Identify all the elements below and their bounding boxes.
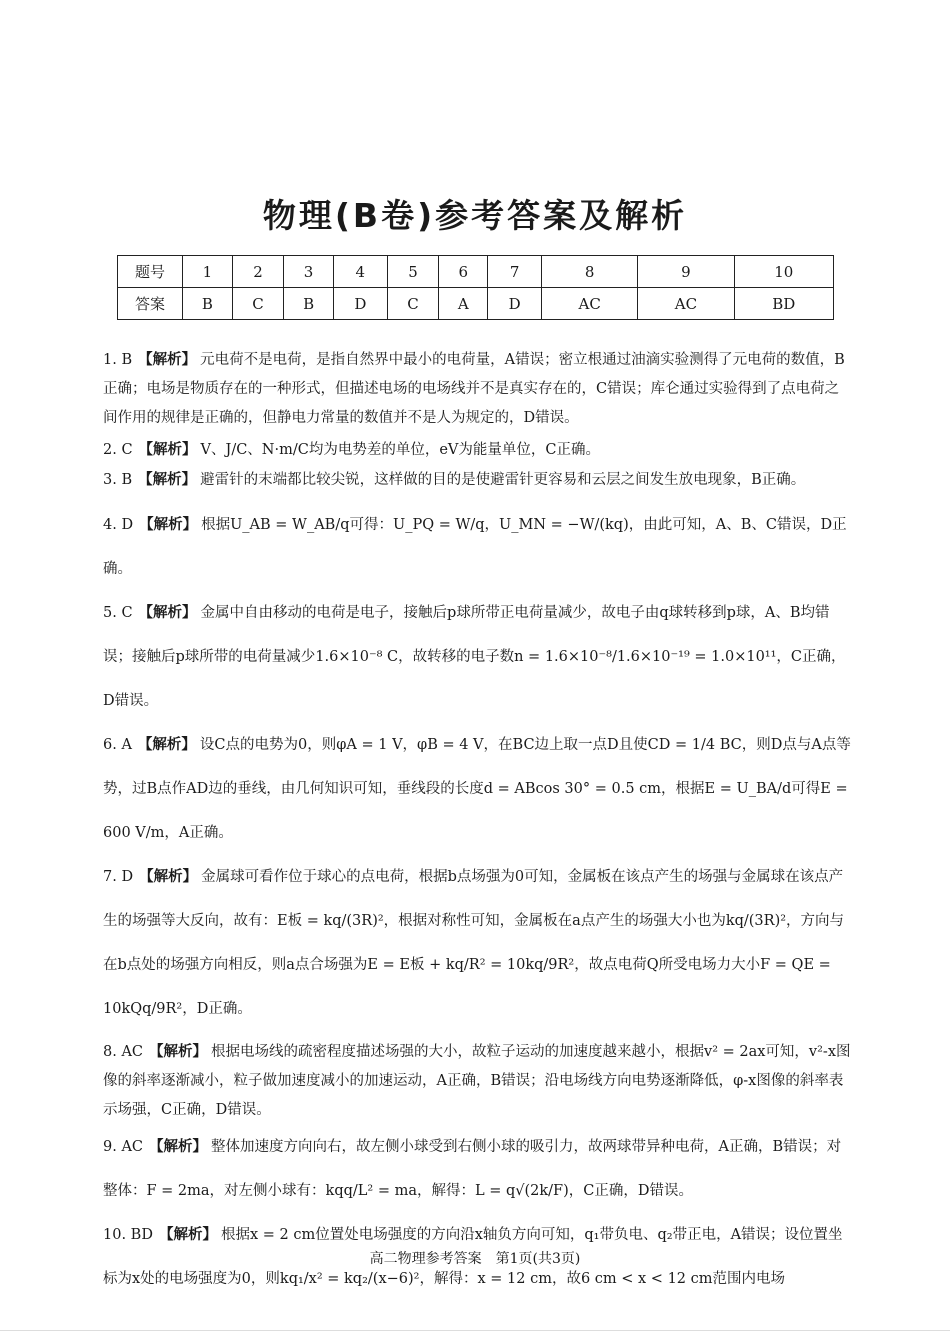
item-tag: 【解析】 <box>149 1043 208 1060</box>
item-tag: 【解析】 <box>139 868 198 885</box>
answer-cell: AC <box>638 288 734 320</box>
question-number: 1 <box>183 256 233 288</box>
page-footer: 高二物理参考答案 第1页(共3页) <box>369 1251 581 1267</box>
item-number: 6. A <box>103 737 132 753</box>
answer-cell: BD <box>734 288 833 320</box>
explanation-item <box>103 503 851 591</box>
item-tag: 【解析】 <box>158 1226 217 1243</box>
answer-cell: B <box>183 288 233 320</box>
scan-edge-divider <box>0 1330 950 1331</box>
item-text: 根据x = 2 cm位置处电场强度的方向沿x轴负方向可知，q₁带负电、q₂带正电，A错误；设位置坐标为x处的电场强度为0，则kq₁/x² = kq₂/(x−6)²，解得：x = 12 cm，故6 cm < x < 12 cm范围内电场 <box>103 1227 843 1287</box>
item-number: 5. C <box>103 605 133 621</box>
item-text: 金属中自由移动的电荷是电子，接触后p球所带正电荷量减少，故电子由q球转移到p球，A、B均错误；接触后p球所带的电荷量减少1.6×10⁻⁸ C，故转移的电子数n = 1.6×10⁻⁸/1.6×10⁻¹⁹ = 1.0×10¹¹，C正确，D错误。 <box>103 605 846 709</box>
answer-cell: D <box>333 288 387 320</box>
item-text: 金属球可看作位于球心的点电荷，根据b点场强为0可知，金属板在该点产生的场强与金属球在该点产生的场强等大反向，故有：E板 = kq/(3R)²，根据对称性可知，金属板在a点产生的场强大小也为kq/(3R)²，方向与在b点处的场强方向相反，则a点合场强为E = E板 + kq/R² = 10kq/9R²，故点电荷Q所受电场力大小F = QE = 10kQq/9R²，D正确。 <box>103 869 845 1017</box>
item-text: 整体加速度方向向右，故左侧小球受到右侧小球的吸引力，故两球带异种电荷，A正确，B错误；对整体：F = 2ma，对左侧小球有：kqq/L² = ma，解得：L = q√(2k/F)，C正确，D错误。 <box>103 1139 842 1199</box>
explanation-item <box>103 855 851 1031</box>
explanation-item <box>103 345 851 433</box>
explanation-item <box>103 1125 851 1213</box>
answer-cell: B <box>284 288 334 320</box>
item-tag: 【解析】 <box>138 351 197 368</box>
answer-row-label: 答案 <box>118 288 183 320</box>
item-tag: 【解析】 <box>138 441 197 458</box>
item-tag: 【解析】 <box>139 516 198 533</box>
page-title: 物理(B卷)参考答案及解析 <box>262 196 688 235</box>
question-number: 8 <box>542 256 638 288</box>
item-number: 7. D <box>103 869 134 885</box>
item-number: 3. B <box>103 472 133 488</box>
question-number: 9 <box>638 256 734 288</box>
answer-row <box>118 288 834 320</box>
explanation-item <box>103 1037 851 1125</box>
question-number: 2 <box>232 256 284 288</box>
explanation-list <box>103 345 851 1301</box>
explanation-item <box>103 723 851 855</box>
item-text: 元电荷不是电荷，是指自然界中最小的电荷量，A错误；密立根通过油滴实验测得了元电荷的数值，B正确；电场是物质存在的一种形式，但描述电场的电场线并不是真实存在的，C错误；库仑通过实验得到了点电荷之间作用的规律是正确的，但静电力常量的数值并不是人为规定的，D错误。 <box>103 352 845 426</box>
answer-cell: AC <box>542 288 638 320</box>
question-number: 6 <box>439 256 488 288</box>
item-tag: 【解析】 <box>137 736 196 753</box>
item-text: V、J/C、N·m/C均为电势差的单位，eV为能量单位，C正确。 <box>200 442 600 458</box>
item-tag: 【解析】 <box>138 604 197 621</box>
item-text: 根据电场线的疏密程度描述场强的大小，故粒子运动的加速度越来越小，根据v² = 2ax可知，v²-x图像的斜率逐渐减小，粒子做加速度减小的加速运动，A正确，B错误；沿电场线方向电势逐渐降低，φ-x图像的斜率表示场强，C正确，D错误。 <box>103 1044 851 1118</box>
question-row-label: 题号 <box>118 256 183 288</box>
item-text: 避雷针的末端都比较尖锐，这样做的目的是使避雷针更容易和云层之间发生放电现象，B正确。 <box>200 472 806 488</box>
item-number: 9. AC <box>103 1139 144 1155</box>
answer-cell: C <box>232 288 284 320</box>
item-number: 2. C <box>103 442 133 458</box>
item-text: 根据U_AB = W_AB/q可得：U_PQ = W/q，U_MN = −W/(kq)，由此可知，A、B、C错误，D正确。 <box>103 517 847 577</box>
answer-cell: C <box>387 288 439 320</box>
question-number: 10 <box>734 256 833 288</box>
item-number: 4. D <box>103 517 134 533</box>
item-number: 8. AC <box>103 1044 144 1060</box>
answer-cell: D <box>488 288 542 320</box>
answer-cell: A <box>439 288 488 320</box>
question-number: 4 <box>333 256 387 288</box>
item-text: 设C点的电势为0，则φA = 1 V，φB = 4 V，在BC边上取一点D且使CD = 1/4 BC，则D点与A点等势，过B点作AD边的垂线，由几何知识可知，垂线段的长度d = ABcos 30° = 0.5 cm，根据E = U_BA/d可得E = 600 V/m，A正确。 <box>103 737 851 841</box>
explanation-item <box>103 465 851 495</box>
item-number: 1. B <box>103 352 133 368</box>
explanation-item <box>103 591 851 723</box>
question-row <box>118 256 834 288</box>
question-number: 3 <box>284 256 334 288</box>
item-tag: 【解析】 <box>138 471 197 488</box>
question-number: 5 <box>387 256 439 288</box>
explanation-item <box>103 435 851 465</box>
item-tag: 【解析】 <box>149 1138 208 1155</box>
answer-table <box>117 255 834 320</box>
question-number: 7 <box>488 256 542 288</box>
item-number: 10. BD <box>103 1227 153 1243</box>
